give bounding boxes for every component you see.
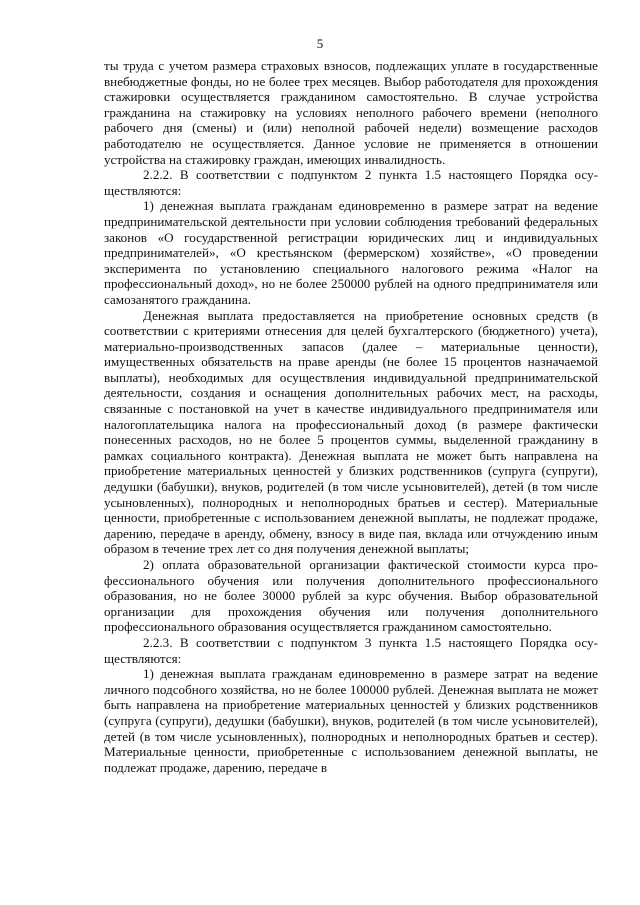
paragraph-continuation: ты труда с учетом размера страховых взносов, подлежащих уплате в государственные внебюджетные фонды, но не более трех месяцев. Выбор работодателя для прохождения стажировки осуществляется гражданином самостоятельно. В случае устройства гражданина на стажировку на условиях неполного рабочего времени (неполного рабочего дня (смены) и (или) неполной рабочей недели) возмещение расходов работодателю не осуществляется. Данное условие не применяется в отношении устройства на стажировку граждан, имеющих инвалидность. [104,58,598,167]
paragraph-item-2-education: 2) оплата образовательной организации фактической стоимости курса профессионального обучения или получения дополнительного профессионального образования, но не более 30000 рублей за курс обучения. Выбор образовательной организации для прохождения обучения или получения дополнительного профессионального образования осуществляется гражданином самостоятельно. [104,557,598,635]
paragraph-item-1-business: 1) денежная выплата гражданам единовременно в размере затрат на ведение предпринимательской деятельности при условии соблюдения требований федеральных законов «О государственной регистрации юридических лиц и индивидуальных предпринимателей», «О крестьянском (фермерском) хозяйстве», «О проведении эксперимента по установлению специального налогового режима «Налог на профессиональный доход», но не более 250000 рублей на одного предпринимателя или самозанятого гражданина. [104,198,598,307]
paragraph-2-2-2: 2.2.2. В соответствии с подпунктом 2 пункта 1.5 настоящего Порядка осуществляются: [104,167,598,198]
paragraph-payment-details: Денежная выплата предоставляется на приобретение основных средств (в соответствии с критериями отнесения для целей бухгалтерского (бюджетного) учета), материально-производственных запасов (далее – материальные ценности), имущественных обязательств на праве аренды (не более 15 процентов назначаемой выплаты), необходимых для осуществления индивидуальной предпринимательской деятельности, создания и оснащения дополнительных рабочих мест, на расходы, связанные с постановкой на учет в качестве индивидуального предпринимателя или налогоплательщика налога на профессиональный доход (в размере фактически понесенных расходов, но не более 5 процентов суммы, выделенной гражданину в рамках социального контракта). Денежная выплата не может быть направлена на приобретение материальных ценностей у близких родственников (супруга (супруги), дедушки (бабушки), внуков, родителей (в том числе усыновителей), детей (в том числе усыновленных), полнородных и неполнородных братьев и сестер). Материальные ценности, приобретенные с использованием денежной выплаты, не подлежат продаже, дарению, передаче в аренду, обмену, взносу в виде пая, вклада или отчуждению иным образом в течение трех лет со дня получения денежной выплаты; [104,307,598,557]
page-number: 5 [316,36,324,51]
document-body [104,58,598,775]
paragraph-2-2-3: 2.2.3. В соответствии с подпунктом 3 пункта 1.5 настоящего Порядка осуществляются: [104,634,598,666]
paragraph-item-1-household: 1) денежная выплата гражданам единовременно в размере затрат на ведение личного подсобного хозяйства, но не более 100000 рублей. Денежная выплата не может быть направлена на приобретение материальных ценностей у близких родственников (супруга (супруги), дедушки (бабушки), внуков, родителей (в том числе усыновителей), детей (в том числе усыновленных), полнородных и неполнородных братьев и сестер). Материальные ценности, приобретенные с использованием денежной выплаты, не подлежат продаже, дарению, передаче в [104,666,598,775]
